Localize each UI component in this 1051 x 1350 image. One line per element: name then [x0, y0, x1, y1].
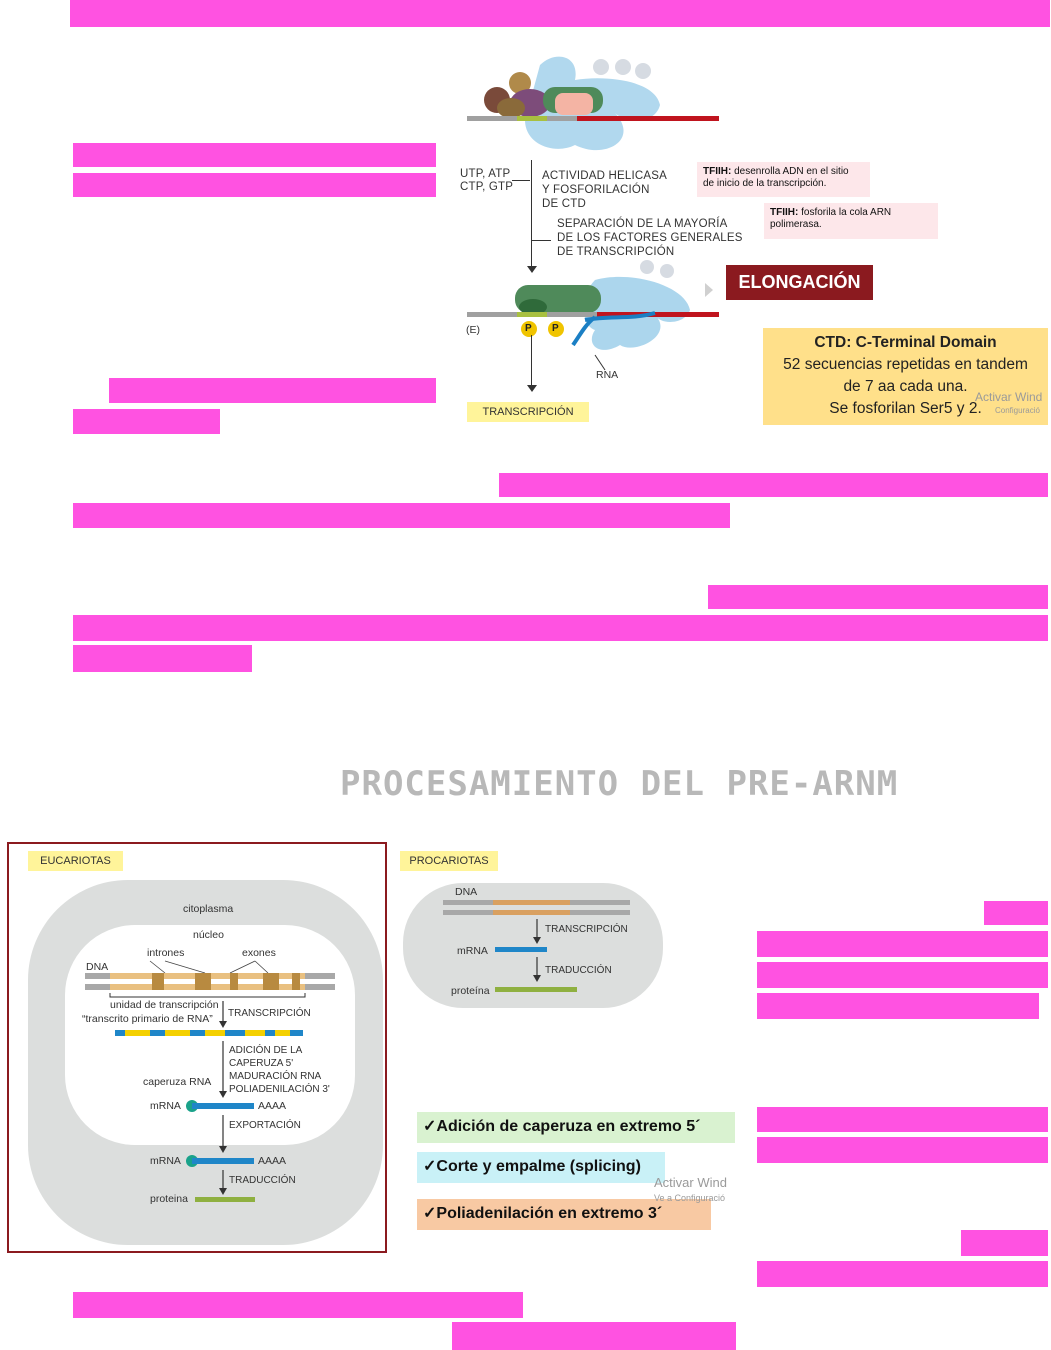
tfiih-note-helicase: TFIIH: desenrolla ADN en el sitio de inicio de la transcripción. — [697, 162, 870, 197]
pro-transcripcion-label: TRANSCRIPCIÓN — [545, 924, 628, 935]
elongacion-banner: ELONGACIÓN — [726, 265, 873, 300]
citoplasma-label: citoplasma — [183, 903, 234, 915]
section-title: PROCESAMIENTO DEL PRE-ARNM — [340, 764, 899, 804]
phosphate-label: P — [552, 323, 559, 334]
dna-label: DNA — [86, 961, 109, 973]
exportacion-label: EXPORTACIÓN — [229, 1120, 301, 1131]
phosphate-label: P — [525, 323, 532, 334]
highlight-bar — [961, 1230, 1048, 1256]
transcrito-label: “transcrito primario de RNA” — [82, 1013, 213, 1025]
highlight-bar — [708, 585, 1048, 609]
arrow-head — [527, 266, 537, 273]
highlight-bar — [73, 1292, 523, 1318]
highlight-bar — [757, 1107, 1048, 1132]
pro-mrna-label: mRNA — [457, 945, 488, 957]
ctd-line: de 7 aa cada una. — [843, 378, 968, 395]
step1-label-3: DE CTD — [542, 198, 587, 210]
unidad-label: unidad de transcripción — [110, 999, 219, 1011]
pro-proteina-label: proteína — [451, 985, 490, 997]
pro-dna-label: DNA — [455, 886, 478, 898]
highlight-bar — [452, 1322, 736, 1350]
procariotas-tag: PROCARIOTAS — [400, 851, 498, 871]
highlight-bar — [757, 962, 1048, 988]
nucleo-label: núcleo — [193, 929, 224, 941]
checklist-item-poliadenilacion: ✓Poliadenilación en extremo 3´ — [417, 1199, 711, 1230]
label-e: (E) — [466, 324, 480, 336]
reagents-label-1: UTP, ATP — [460, 168, 511, 180]
rna-label: RNA — [596, 369, 619, 381]
highlight-bar — [73, 173, 436, 197]
ctd-line: 52 secuencias repetidas en tandem — [783, 356, 1028, 373]
reagents-label-2: CTP, GTP — [460, 181, 514, 193]
checklist-item-splicing: ✓Corte y empalme (splicing) — [417, 1152, 665, 1183]
eu-step-1: ADICIÓN DE LA — [229, 1045, 303, 1056]
exones-label: exones — [242, 947, 276, 959]
highlight-bar — [73, 143, 436, 167]
highlight-bar — [757, 931, 1048, 957]
highlight-bar — [73, 645, 252, 672]
separation-arrow — [531, 240, 551, 241]
tfiih-note-phosphorylation: TFIIH: fosforila la cola ARN polimerasa. — [764, 203, 938, 239]
pro-traduccion-label: TRADUCCIÓN — [545, 965, 612, 976]
eucariotas-tag: EUCARIOTAS — [28, 851, 123, 871]
step1-label-2: Y FOSFORILACIÓN — [542, 184, 650, 196]
arrow-head — [527, 385, 537, 392]
mrna-label: mRNA — [150, 1100, 181, 1112]
highlight-bar — [757, 1261, 1048, 1287]
step2-label-3: DE TRANSCRIPCIÓN — [557, 246, 675, 258]
step2-label-1: SEPARACIÓN DE LA MAYORÍA — [557, 218, 728, 230]
windows-watermark-sub: Ve a Configuració — [654, 1193, 726, 1203]
highlight-bar — [73, 503, 730, 528]
eu-step-3: MADURACIÓN RNA — [229, 1071, 322, 1082]
mrna-label: mRNA — [150, 1155, 181, 1167]
process-arrow — [531, 335, 532, 387]
windows-watermark: Activar Wind — [654, 1175, 727, 1190]
windows-watermark: Activar Wind — [975, 390, 1043, 404]
eu-step-4: POLIADENILACIÓN 3' — [229, 1084, 330, 1095]
highlight-bar — [70, 0, 1050, 27]
eu-transcripcion-label: TRANSCRIPCIÓN — [228, 1008, 311, 1019]
ctd-line: Se fosforilan Ser5 y 2. — [829, 400, 982, 417]
intrones-label: intrones — [147, 947, 185, 959]
aaaa-label: AAAA — [258, 1155, 287, 1167]
ctd-title: CTD: C-Terminal Domain — [814, 334, 997, 351]
step1-label-1: ACTIVIDAD HELICASA — [542, 170, 668, 182]
caperuza-label: caperuza RNA — [143, 1076, 212, 1088]
proteina-label: proteina — [150, 1193, 188, 1205]
highlight-bar — [73, 615, 1048, 641]
eu-traduccion-label: TRADUCCIÓN — [229, 1175, 296, 1186]
highlight-bar — [757, 1137, 1048, 1163]
checklist-item-caperuza: ✓Adición de caperuza en extremo 5´ — [417, 1112, 735, 1143]
windows-watermark-sub: Configuració — [995, 406, 1040, 415]
highlight-bar — [499, 473, 1048, 497]
highlight-bar — [984, 901, 1048, 925]
process-arrow — [531, 160, 532, 270]
highlight-bar — [109, 378, 436, 403]
transcripcion-tag: TRANSCRIPCIÓN — [467, 402, 589, 422]
highlight-bar — [757, 993, 1039, 1019]
highlight-bar — [73, 409, 220, 434]
reagent-arrow — [512, 180, 530, 181]
eu-step-2: CAPERUZA 5' — [229, 1058, 294, 1069]
step2-label-2: DE LOS FACTORES GENERALES — [557, 232, 743, 244]
aaaa-label: AAAA — [258, 1100, 287, 1112]
